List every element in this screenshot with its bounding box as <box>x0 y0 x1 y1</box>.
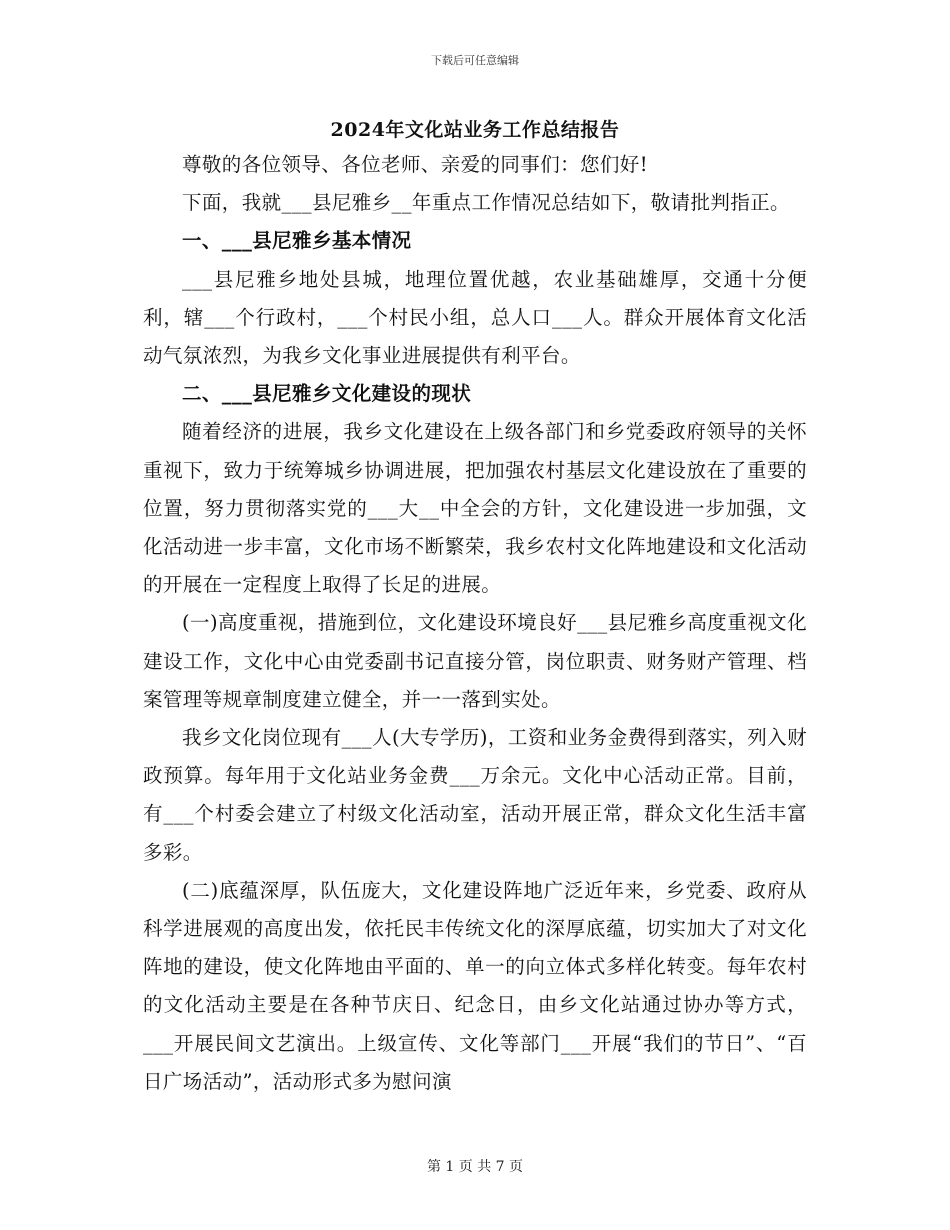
header-note: 下载后可任意编辑 <box>431 54 519 67</box>
document-body <box>143 146 807 1101</box>
section-heading-2: 二、___县尼雅乡文化建设的现状 <box>182 382 472 406</box>
paragraph-basic-situation: ___县尼雅乡地处县城，地理位置优越，农业基础雄厚，交通十分便利，辖___个行政村，___个村民小组，总人口___人。群众开展体育文化活动气氛浓烈，为我乡文化事业进展提供有利平台。 <box>143 267 807 368</box>
page-number: 第 1 页 共 7 页 <box>426 1159 524 1175</box>
paragraph-greeting: 尊敬的各位领导、各位老师、亲爱的同事们：您们好! <box>182 153 648 176</box>
paragraph-subsection-1: (一)高度重视，措施到位，文化建设环境良好___县尼雅乡高度重视文化建设工作，文化中心由党委副书记直接分管，岗位职责、财务财产管理、档案管理等规章制度建立健全，并一一落到实处。 <box>143 611 807 711</box>
paragraph-staffing: 我乡文化岗位现有___人(大专学历)，工资和业务金费得到落实，列入财政预算。每年用于文化站业务金费___万余元。文化中心活动正常。目前，有___个村委会建立了村级文化活动室，活动开展正常，群众文化生活丰富多彩。 <box>143 726 807 864</box>
paragraph-current-status: 随着经济的进展，我乡文化建设在上级各部门和乡党委政府领导的关怀重视下，致力于统筹城乡协调进展，把加强农村基层文化建设放在了重要的位置，努力贯彻落实党的___大__中全会的方针，文化建设进一步加强，文化活动进一步丰富，文化市场不断繁荣，我乡农村文化阵地建设和文化活动的开展在一定程度上取得了长足的进展。 <box>143 420 807 597</box>
paragraph-subsection-2: (二)底蕴深厚，队伍庞大，文化建设阵地广泛近年来，乡党委、政府从科学进展观的高度出发，依托民丰传统文化的深厚底蕴，切实加大了对文化阵地的建设，使文化阵地由平面的、单一的向立体式多样化转变。每年农村的文化活动主要是在各种节庆日、纪念日，由乡文化站通过协办等方式，___开展民间文艺演出。上级宣传、文化等部门___开展“我们的节日”、“百日广场活动”，活动形式多为慰问演 <box>143 878 807 1093</box>
section-heading-1: 一、___县尼雅乡基本情况 <box>182 229 412 253</box>
paragraph-intro: 下面，我就___县尼雅乡__年重点工作情况总结如下，敬请批判指正。 <box>182 191 790 215</box>
document-title: 2024年文化站业务工作总结报告 <box>330 119 620 141</box>
